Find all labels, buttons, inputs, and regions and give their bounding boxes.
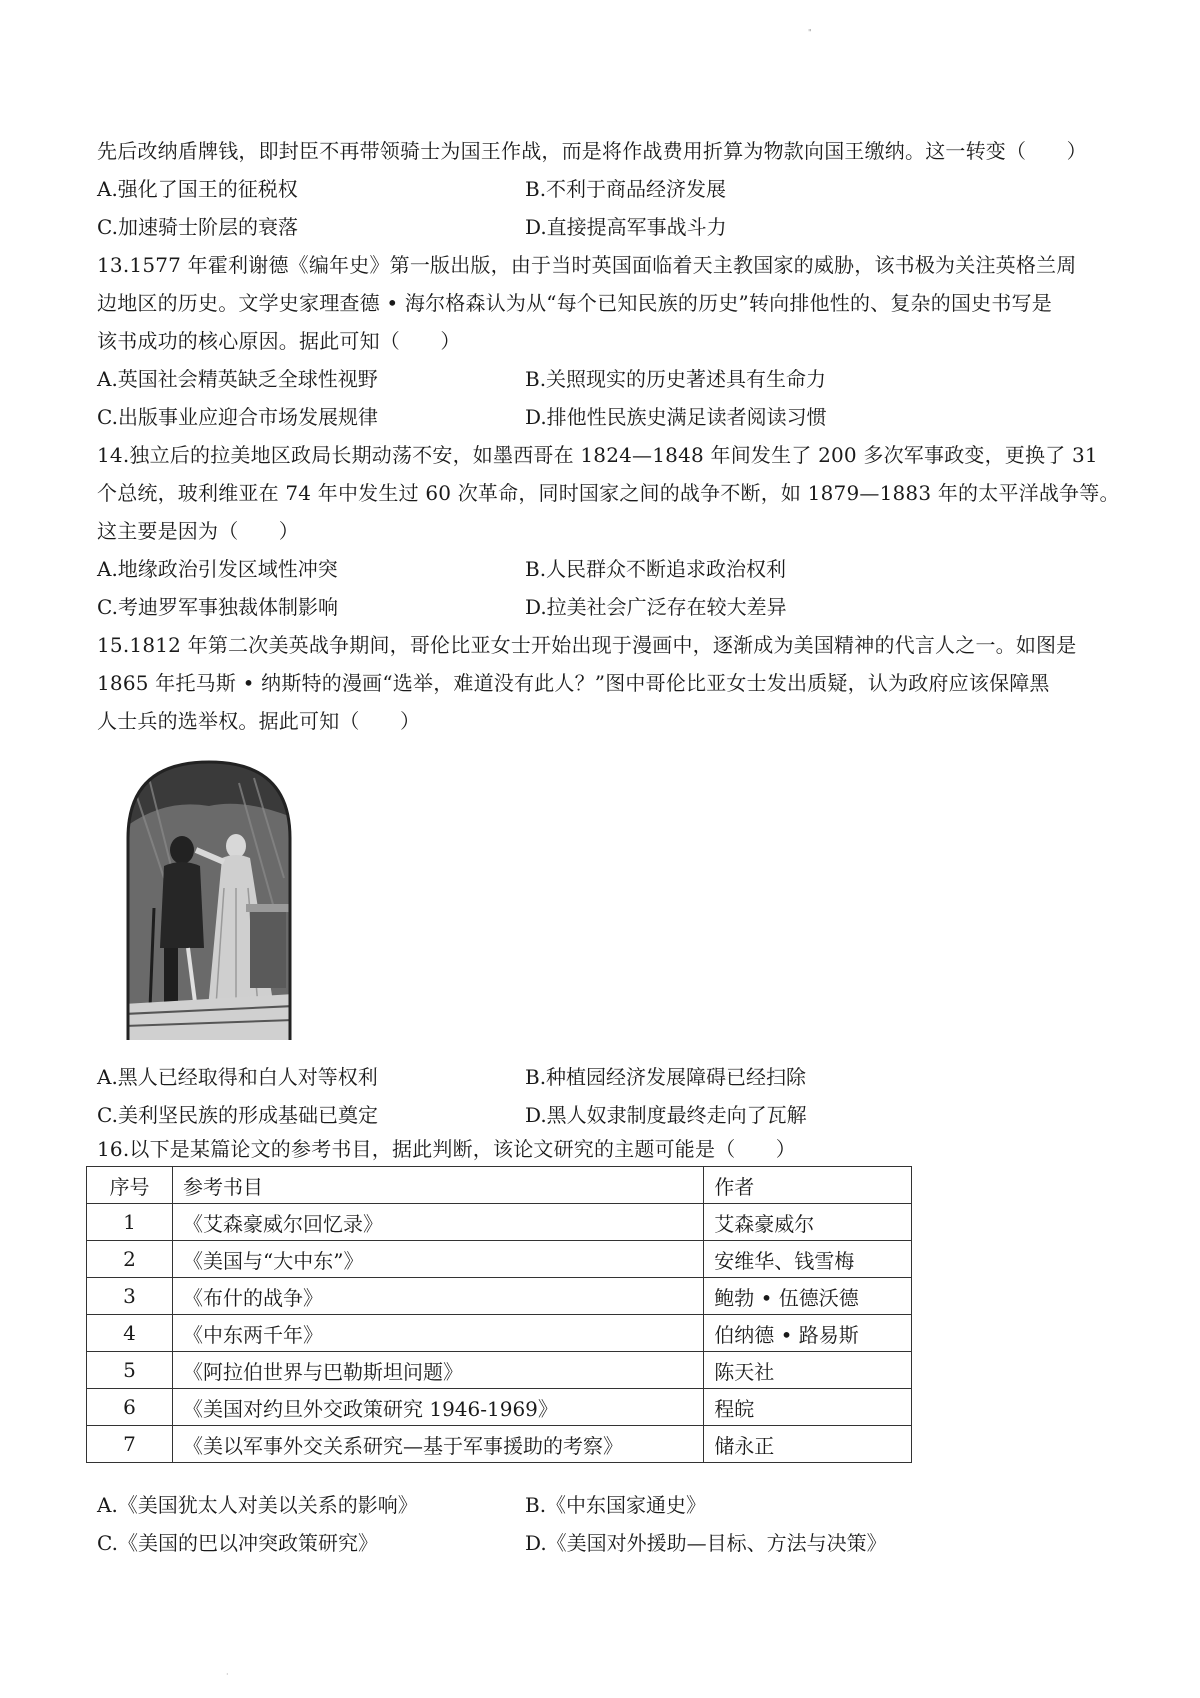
q16-option-a: A.《美国犹太人对美以关系的影响》: [97, 1493, 418, 1517]
row-author: 鲍勃 • 伍德沃德: [704, 1278, 912, 1315]
q13-option-c: C.出版事业应迎合市场发展规律: [97, 405, 378, 429]
header-book-title: 参考书目: [173, 1167, 704, 1204]
row-author: 程皖: [704, 1389, 912, 1426]
q15-option-b: B.种植园经济发展障碍已经扫除: [525, 1065, 807, 1089]
q15-stem-line-1: 15.1812 年第二次美英战争期间，哥伦比亚女士开始出现于漫画中，逐渐成为美国精神的代言人之一。如图是: [97, 633, 1077, 657]
header-author: 作者: [704, 1167, 912, 1204]
q14-stem-line-3: 这主要是因为（ ）: [97, 519, 299, 543]
table-row: [87, 1315, 912, 1352]
table-row: [87, 1204, 912, 1241]
row-author: 安维华、钱雪梅: [704, 1241, 912, 1278]
cartoon-illustration: [124, 758, 294, 1040]
table-row: [87, 1241, 912, 1278]
row-author: 储永正: [704, 1426, 912, 1463]
table-row: [87, 1426, 912, 1463]
row-number: 6: [87, 1389, 173, 1426]
q16-option-c: C.《美国的巴以冲突政策研究》: [97, 1531, 378, 1555]
row-number: 4: [87, 1315, 173, 1352]
q14-stem-line-2: 个总统，玻利维亚在 74 年中发生过 60 次革命，同时国家之间的战争不断，如 1879—1883 年的太平洋战争等。: [97, 481, 1120, 505]
q15-option-a: A.黑人已经取得和白人对等权利: [97, 1065, 378, 1089]
q13-stem-line-1: 13.1577 年霍利谢德《编年史》第一版出版，由于当时英国面临着天主教国家的威胁，该书极为关注英格兰周: [97, 253, 1077, 277]
q14-option-c: C.考迪罗军事独裁体制影响: [97, 595, 338, 619]
q13-stem-line-3: 该书成功的核心原因。据此可知（ ）: [97, 329, 461, 353]
footer-mark: ·: [226, 1670, 229, 1679]
q12-option-a: A.强化了国王的征税权: [97, 177, 298, 201]
q15-stem-line-2: 1865 年托马斯 • 纳斯特的漫画“选举，难道没有此人？”图中哥伦比亚女士发出质疑，认为政府应该保障黑: [97, 671, 1050, 695]
table-row: [87, 1278, 912, 1315]
row-book-title: 《美以军事外交关系研究—基于军事援助的考察》: [173, 1426, 704, 1463]
q12-option-b: B.不利于商品经济发展: [525, 177, 727, 201]
q12-stem: 先后改纳盾牌钱，即封臣不再带领骑士为国王作战，而是将作战费用折算为物款向国王缴纳。这一转变（ ）: [97, 139, 1087, 163]
q12-option-c: C.加速骑士阶层的衰落: [97, 215, 298, 239]
row-author: 陈天社: [704, 1352, 912, 1389]
row-book-title: 《美国对约旦外交政策研究 1946-1969》: [173, 1389, 704, 1426]
header-mark: ": [808, 28, 812, 37]
q14-option-d: D.拉美社会广泛存在较大差异: [525, 595, 787, 619]
q14-stem-line-1: 14.独立后的拉美地区政局长期动荡不安，如墨西哥在 1824—1848 年间发生了 200 多次军事政变，更换了 31: [97, 443, 1098, 467]
table-row: [87, 1352, 912, 1389]
header-number: 序号: [87, 1167, 173, 1204]
table-header-row: [87, 1167, 912, 1204]
q14-option-b: B.人民群众不断追求政治权利: [525, 557, 787, 581]
q16-option-d: D.《美国对外援助—目标、方法与决策》: [525, 1531, 887, 1555]
q15-stem-line-3: 人士兵的选举权。据此可知（ ）: [97, 709, 421, 733]
row-book-title: 《中东两千年》: [173, 1315, 704, 1352]
q14-option-a: A.地缘政治引发区域性冲突: [97, 557, 338, 581]
q16-stem: 16.以下是某篇论文的参考书目，据此判断，该论文研究的主题可能是（ ）: [97, 1137, 797, 1161]
q15-option-c: C.美利坚民族的形成基础已奠定: [97, 1103, 378, 1127]
row-number: 3: [87, 1278, 173, 1315]
q13-option-d: D.排他性民族史满足读者阅读习惯: [525, 405, 827, 429]
row-book-title: 《美国与“大中东”》: [173, 1241, 704, 1278]
bibliography-table: [86, 1166, 912, 1463]
q13-option-b: B.关照现实的历史著述具有生命力: [525, 367, 827, 391]
row-author: 艾森豪威尔: [704, 1204, 912, 1241]
q16-option-b: B.《中东国家通史》: [525, 1493, 707, 1517]
q15-option-d: D.黑人奴隶制度最终走向了瓦解: [525, 1103, 807, 1127]
row-book-title: 《艾森豪威尔回忆录》: [173, 1204, 704, 1241]
row-number: 1: [87, 1204, 173, 1241]
q13-option-a: A.英国社会精英缺乏全球性视野: [97, 367, 378, 391]
q13-stem-line-2: 边地区的历史。文学史家理查德 • 海尔格森认为从“每个已知民族的历史”转向排他性的、复杂的国史书写是: [97, 291, 1052, 315]
row-number: 2: [87, 1241, 173, 1278]
row-author: 伯纳德 • 路易斯: [704, 1315, 912, 1352]
row-book-title: 《阿拉伯世界与巴勒斯坦问题》: [173, 1352, 704, 1389]
row-number: 5: [87, 1352, 173, 1389]
q12-option-d: D.直接提高军事战斗力: [525, 215, 727, 239]
row-number: 7: [87, 1426, 173, 1463]
nast-cartoon-image: [124, 758, 294, 1040]
table-row: [87, 1389, 912, 1426]
row-book-title: 《布什的战争》: [173, 1278, 704, 1315]
